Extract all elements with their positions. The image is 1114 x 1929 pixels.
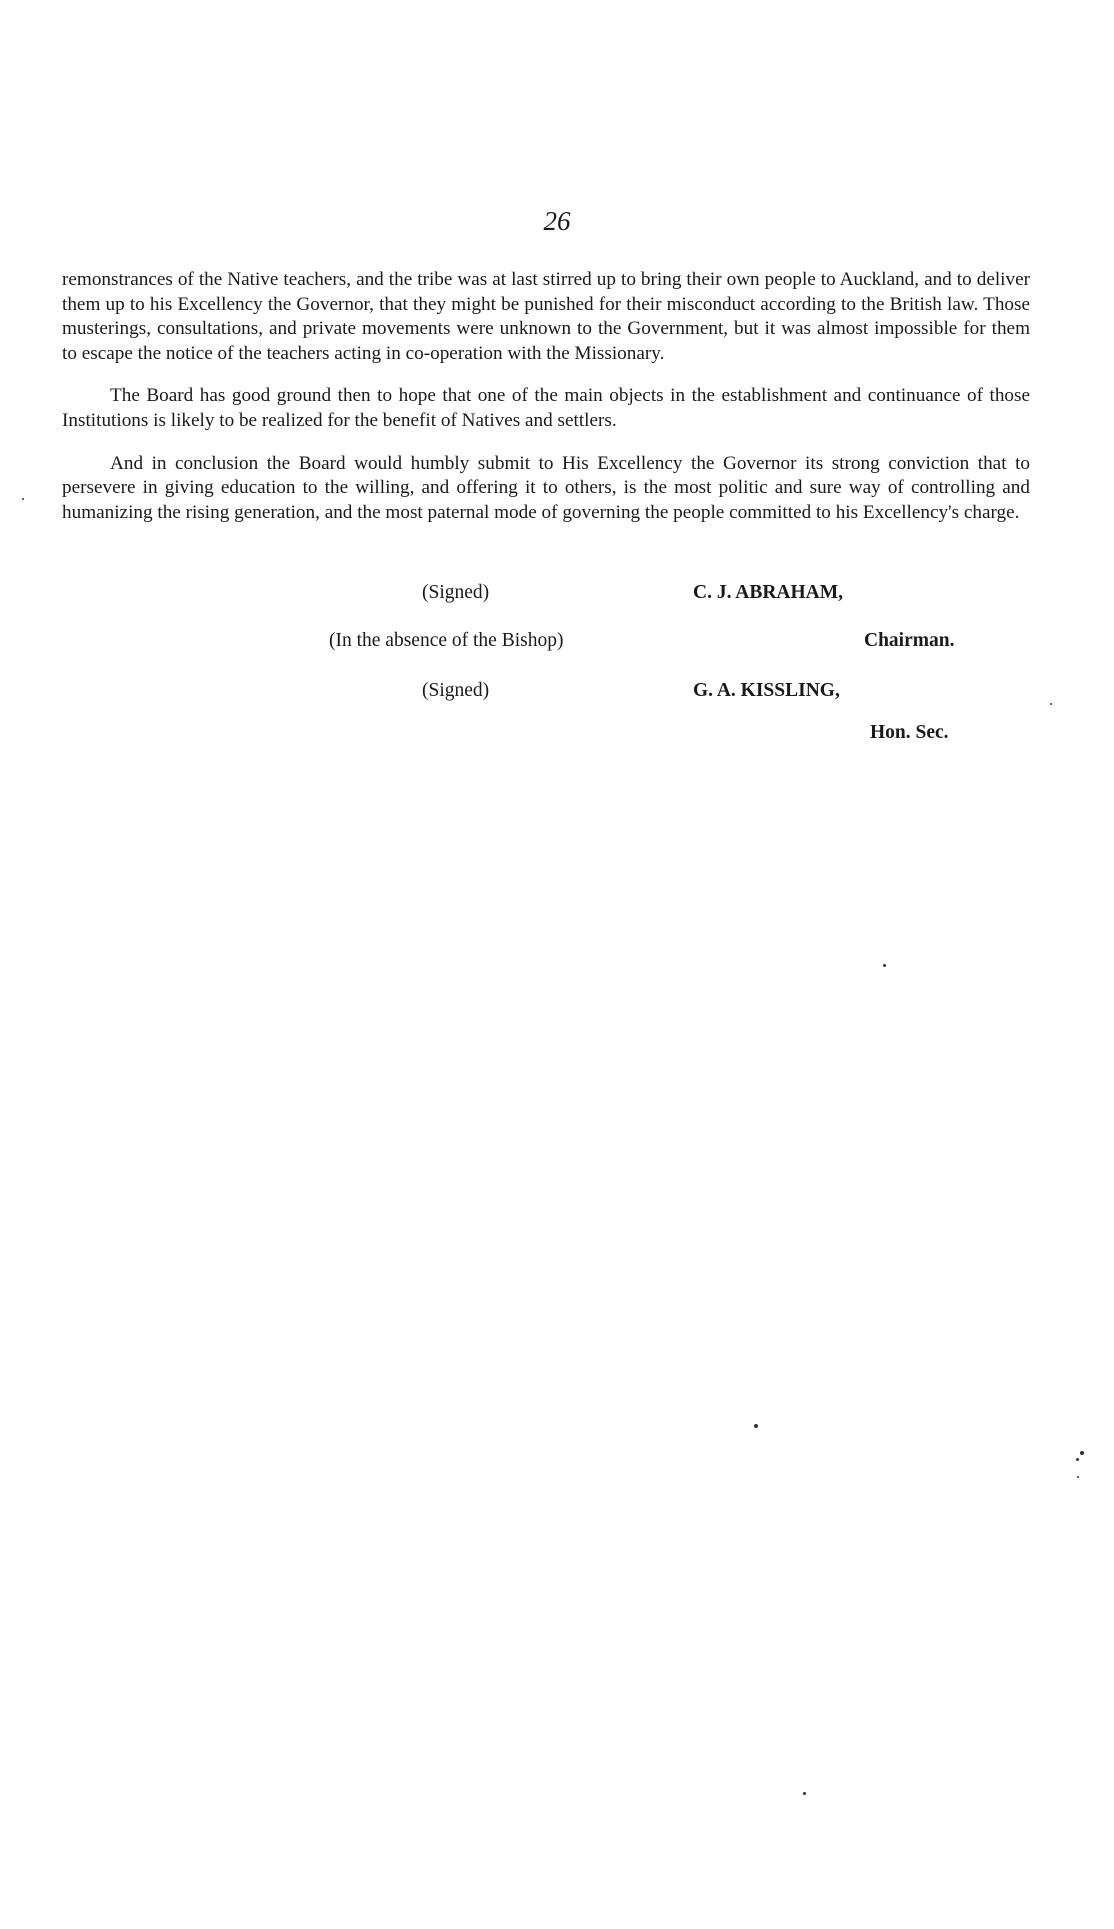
signed-label-2: (Signed) bbox=[422, 680, 490, 701]
paragraph-conclusion: And in conclusion the Board would humbly submit to His Excellency the Governor its strong conviction that to persevere in giving education to the willing, and offering it to others, is the most politic and sure way of controlling and humanizing the rising generation, and the most paternal mode of governing the people committed to his Excellency's charge. bbox=[62, 452, 1030, 523]
scan-speck bbox=[22, 498, 24, 500]
scan-speck bbox=[803, 1792, 806, 1795]
paragraph-board-hope: The Board has good ground then to hope that one of the main objects in the establishment and continuance of those Institutions is likely to be realized for the benefit of Natives and settlers. bbox=[62, 385, 1030, 431]
scan-speck bbox=[1077, 1476, 1079, 1478]
scan-speck bbox=[1076, 1458, 1079, 1461]
signatory-title-hon-sec: Hon. Sec. bbox=[870, 722, 949, 743]
absence-note: (In the absence of the Bishop) bbox=[329, 630, 564, 651]
paragraph-continuation: remonstrances of the Native teachers, and the tribe was at last stirred up to bring their own people to Auckland, and to deliver them up to his Excellency the Governor, that they might be punished for their misconduct according to the British law. Those musterings, consultations, and private movements were unknown to the Government, but it was almost impossible for them to escape the notice of the teachers acting in co-operation with the Missionary. bbox=[62, 269, 1030, 364]
scan-speck bbox=[1080, 1451, 1084, 1455]
page-number: 26 bbox=[543, 206, 571, 236]
signatory-name-abraham: C. J. ABRAHAM, bbox=[693, 582, 844, 603]
signatory-title-chairman: Chairman. bbox=[864, 630, 955, 651]
scan-speck bbox=[1050, 703, 1052, 705]
scan-speck bbox=[754, 1424, 758, 1428]
body-text bbox=[62, 268, 1030, 543]
signatory-name-kissling: G. A. KISSLING, bbox=[693, 680, 840, 701]
scan-speck bbox=[883, 964, 886, 967]
signed-label-1: (Signed) bbox=[422, 582, 490, 603]
